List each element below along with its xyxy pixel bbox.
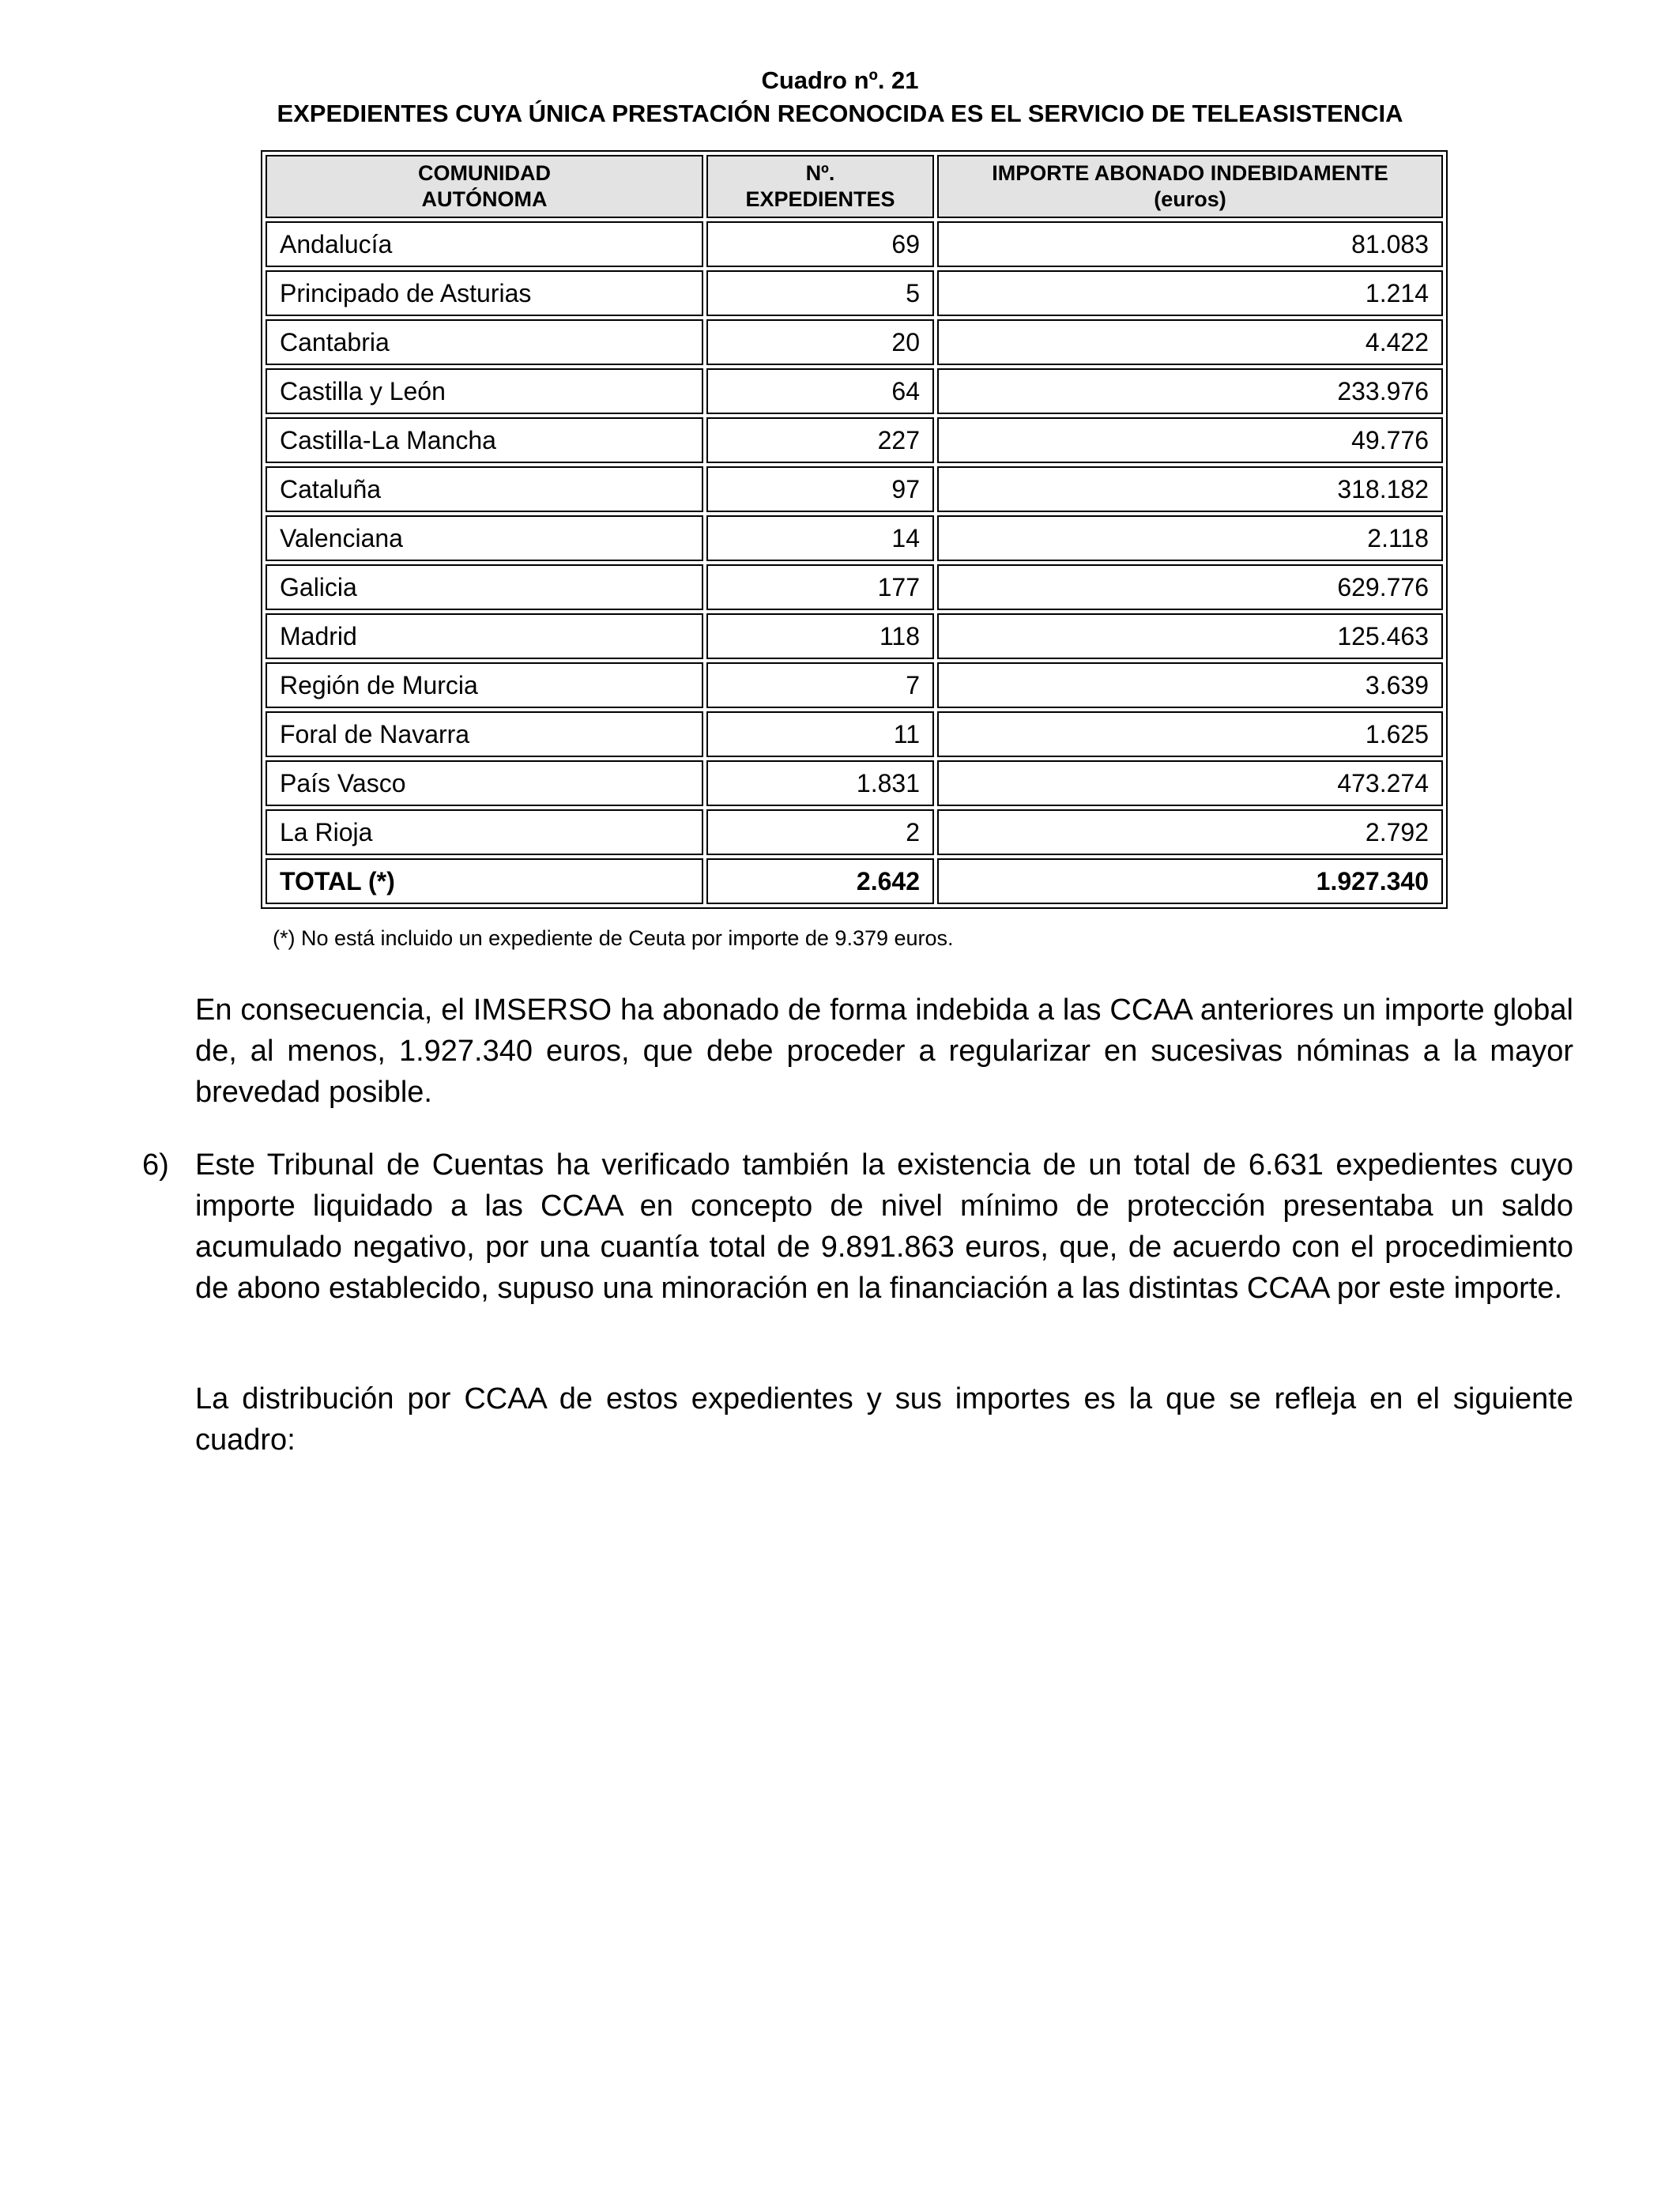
cell-importe: 81.083 [937, 221, 1443, 267]
paragraph-distribucion: La distribución por CCAA de estos expedientes y sus importes es la que se refleja en el siguiente cuadro: [195, 1382, 1573, 1457]
expedientes-table [261, 150, 1448, 909]
cell-comunidad: Cantabria [266, 319, 703, 365]
cell-expedientes: 20 [706, 319, 934, 365]
cell-importe: 2.118 [937, 515, 1443, 561]
cell-importe: 125.463 [937, 613, 1443, 659]
total-label: TOTAL (*) [266, 858, 703, 904]
cell-comunidad: País Vasco [266, 760, 703, 806]
table-row [266, 515, 1443, 561]
cell-importe: 2.792 [937, 809, 1443, 855]
cell-expedientes: 14 [706, 515, 934, 561]
table-row [266, 270, 1443, 316]
cell-expedientes: 64 [706, 368, 934, 414]
paragraph-consecuencia: En consecuencia, el IMSERSO ha abonado de forma indebida a las CCAA anteriores un importe global de, al menos, 1.927.340 euros, que debe proceder a regularizar en sucesivas nóminas a la mayor brevedad posible. [195, 993, 1573, 1109]
cell-expedientes: 227 [706, 417, 934, 463]
table-footnote: (*) No está incluido un expediente de Ceuta por importe de 9.379 euros. [273, 926, 954, 950]
table-row [266, 809, 1443, 855]
cell-importe: 3.639 [937, 662, 1443, 708]
cell-expedientes: 2 [706, 809, 934, 855]
table-row [266, 662, 1443, 708]
cell-comunidad: Principado de Asturias [266, 270, 703, 316]
cell-expedientes: 11 [706, 711, 934, 757]
header-comunidad: COMUNIDAD AUTÓNOMA [266, 155, 703, 218]
list-marker: 6) [142, 1148, 169, 1182]
cell-comunidad: Valenciana [266, 515, 703, 561]
cell-comunidad: Andalucía [266, 221, 703, 267]
table-row [266, 760, 1443, 806]
table-row [266, 711, 1443, 757]
cell-comunidad: Cataluña [266, 466, 703, 512]
table-row [266, 417, 1443, 463]
cell-comunidad: Foral de Navarra [266, 711, 703, 757]
table-row [266, 564, 1443, 610]
cell-expedientes: 5 [706, 270, 934, 316]
cell-comunidad: La Rioja [266, 809, 703, 855]
header-row [266, 155, 1443, 218]
cell-expedientes: 7 [706, 662, 934, 708]
table-row [266, 319, 1443, 365]
paragraph-tribunal: Este Tribunal de Cuentas ha verificado también la existencia de un total de 6.631 expedientes cuyo importe liquidado a las CCAA en concepto de nivel mínimo de protección presentaba un saldo acumulado negativo, por una cuantía total de 9.891.863 euros, que, de acuerdo con el procedimiento de abono establecido, supuso una minoración en la financiación a las distintas CCAA por este importe. [195, 1148, 1573, 1305]
cell-importe: 233.976 [937, 368, 1443, 414]
table-row [266, 466, 1443, 512]
cell-importe: 629.776 [937, 564, 1443, 610]
cell-expedientes: 97 [706, 466, 934, 512]
total-row [266, 858, 1443, 904]
cell-importe: 1.214 [937, 270, 1443, 316]
total-importe: 1.927.340 [937, 858, 1443, 904]
cell-importe: 318.182 [937, 466, 1443, 512]
cell-comunidad: Galicia [266, 564, 703, 610]
table-caption [0, 65, 1680, 130]
cell-expedientes: 177 [706, 564, 934, 610]
table-number: Cuadro nº. 21 [761, 66, 919, 94]
total-expedientes: 2.642 [706, 858, 934, 904]
cell-comunidad: Región de Murcia [266, 662, 703, 708]
table-row [266, 613, 1443, 659]
cell-expedientes: 1.831 [706, 760, 934, 806]
cell-importe: 1.625 [937, 711, 1443, 757]
cell-importe: 473.274 [937, 760, 1443, 806]
cell-expedientes: 69 [706, 221, 934, 267]
table-row [266, 221, 1443, 267]
cell-importe: 4.422 [937, 319, 1443, 365]
cell-expedientes: 118 [706, 613, 934, 659]
header-expedientes: Nº. EXPEDIENTES [706, 155, 934, 218]
cell-comunidad: Castilla-La Mancha [266, 417, 703, 463]
cell-comunidad: Madrid [266, 613, 703, 659]
cell-comunidad: Castilla y León [266, 368, 703, 414]
header-importe: IMPORTE ABONADO INDEBIDAMENTE (euros) [937, 155, 1443, 218]
table-title: EXPEDIENTES CUYA ÚNICA PRESTACIÓN RECONOCIDA ES EL SERVICIO DE TELEASISTENCIA [277, 100, 1403, 127]
cell-importe: 49.776 [937, 417, 1443, 463]
table-row [266, 368, 1443, 414]
